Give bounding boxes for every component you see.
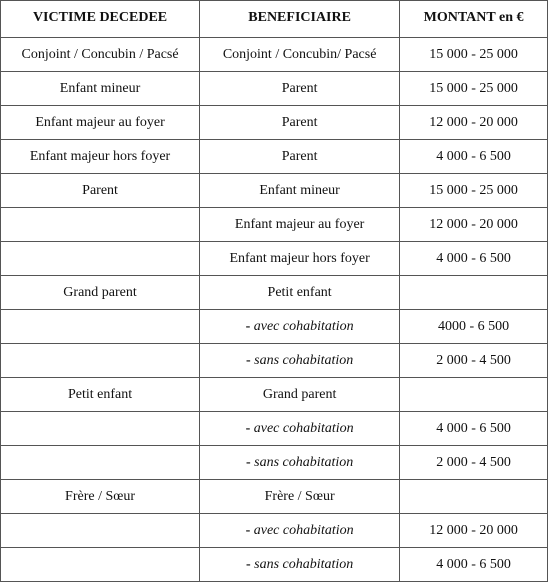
table-header [1, 1, 548, 38]
cell-victime [1, 242, 200, 276]
cell-victime [1, 208, 200, 242]
cell-victime [1, 446, 200, 480]
table-row [1, 480, 548, 514]
table-row [1, 514, 548, 548]
cell-beneficiaire [200, 548, 400, 582]
cell-victime [1, 310, 200, 344]
header-montant: MONTANT en € [400, 1, 548, 38]
cell-beneficiaire [200, 72, 400, 106]
table-row [1, 242, 548, 276]
cell-beneficiaire [200, 514, 400, 548]
cell-beneficiaire [200, 378, 400, 412]
table-row [1, 548, 548, 582]
cell-beneficiaire-text: Enfant majeur hors foyer [229, 251, 370, 266]
cell-beneficiaire-text: Conjoint / Concubin/ Pacsé [222, 47, 377, 62]
cell-montant: 2 000 - 4 500 [400, 344, 548, 378]
table-row [1, 140, 548, 174]
cell-victime: Enfant majeur hors foyer [1, 140, 200, 174]
cell-victime: Conjoint / Concubin / Pacsé [1, 38, 200, 72]
cell-beneficiaire-prefix: - [245, 319, 254, 334]
cell-beneficiaire [200, 242, 400, 276]
cell-montant: 4000 - 6 500 [400, 310, 548, 344]
cell-montant: 4 000 - 6 500 [400, 242, 548, 276]
cell-montant: 15 000 - 25 000 [400, 38, 548, 72]
cell-victime [1, 344, 200, 378]
cell-victime [1, 412, 200, 446]
cell-victime: Parent [1, 174, 200, 208]
table-row [1, 276, 548, 310]
table-row [1, 72, 548, 106]
table-row [1, 106, 548, 140]
cell-beneficiaire-text: Parent [281, 115, 318, 130]
cell-beneficiaire-text: Petit enfant [267, 285, 332, 300]
cell-beneficiaire [200, 412, 400, 446]
cell-beneficiaire-text: Grand parent [262, 387, 337, 402]
cell-montant [400, 378, 548, 412]
cell-beneficiaire [200, 174, 400, 208]
cell-montant [400, 480, 548, 514]
cell-beneficiaire [200, 344, 400, 378]
cell-beneficiaire [200, 276, 400, 310]
table-row [1, 344, 548, 378]
cell-beneficiaire [200, 106, 400, 140]
cell-beneficiaire-text: Frère / Sœur [264, 489, 335, 504]
cell-beneficiaire-prefix: - [245, 421, 254, 436]
cell-beneficiaire-text: sans cohabitation [254, 353, 354, 368]
table-row [1, 310, 548, 344]
cell-montant: 15 000 - 25 000 [400, 174, 548, 208]
cell-montant: 2 000 - 4 500 [400, 446, 548, 480]
cell-beneficiaire-prefix: - [245, 353, 255, 368]
header-victime: VICTIME DECEDEE [1, 1, 200, 38]
cell-beneficiaire-text: Enfant majeur au foyer [234, 217, 365, 232]
cell-montant: 4 000 - 6 500 [400, 140, 548, 174]
cell-beneficiaire [200, 208, 400, 242]
header-beneficiaire: BENEFICIAIRE [200, 1, 400, 38]
table-row [1, 208, 548, 242]
table-row [1, 378, 548, 412]
table-row [1, 174, 548, 208]
cell-beneficiaire-text: Parent [281, 81, 318, 96]
cell-beneficiaire [200, 446, 400, 480]
table-row [1, 412, 548, 446]
cell-victime: Enfant majeur au foyer [1, 106, 200, 140]
cell-beneficiaire-text: Enfant mineur [259, 183, 340, 198]
cell-beneficiaire [200, 140, 400, 174]
cell-beneficiaire-prefix: - [245, 557, 255, 572]
table-row [1, 446, 548, 480]
table-row [1, 38, 548, 72]
cell-victime: Enfant mineur [1, 72, 200, 106]
cell-montant: 15 000 - 25 000 [400, 72, 548, 106]
cell-montant: 4 000 - 6 500 [400, 412, 548, 446]
cell-victime: Grand parent [1, 276, 200, 310]
cell-beneficiaire-prefix: - [245, 455, 255, 470]
table-body [1, 38, 548, 582]
cell-beneficiaire-prefix: - [245, 523, 254, 538]
cell-montant: 12 000 - 20 000 [400, 208, 548, 242]
cell-montant [400, 276, 548, 310]
cell-beneficiaire-text: avec cohabitation [253, 421, 354, 436]
cell-montant: 12 000 - 20 000 [400, 514, 548, 548]
cell-beneficiaire-text: sans cohabitation [254, 557, 354, 572]
cell-beneficiaire-text: avec cohabitation [253, 319, 354, 334]
cell-victime [1, 514, 200, 548]
cell-beneficiaire [200, 38, 400, 72]
cell-beneficiaire [200, 310, 400, 344]
cell-beneficiaire-text: sans cohabitation [254, 455, 354, 470]
cell-victime: Petit enfant [1, 378, 200, 412]
cell-victime: Frère / Sœur [1, 480, 200, 514]
cell-victime [1, 548, 200, 582]
cell-beneficiaire-text: Parent [281, 149, 318, 164]
cell-beneficiaire-text: avec cohabitation [253, 523, 354, 538]
cell-montant: 4 000 - 6 500 [400, 548, 548, 582]
header-row [1, 1, 548, 38]
cell-montant: 12 000 - 20 000 [400, 106, 548, 140]
cell-beneficiaire [200, 480, 400, 514]
